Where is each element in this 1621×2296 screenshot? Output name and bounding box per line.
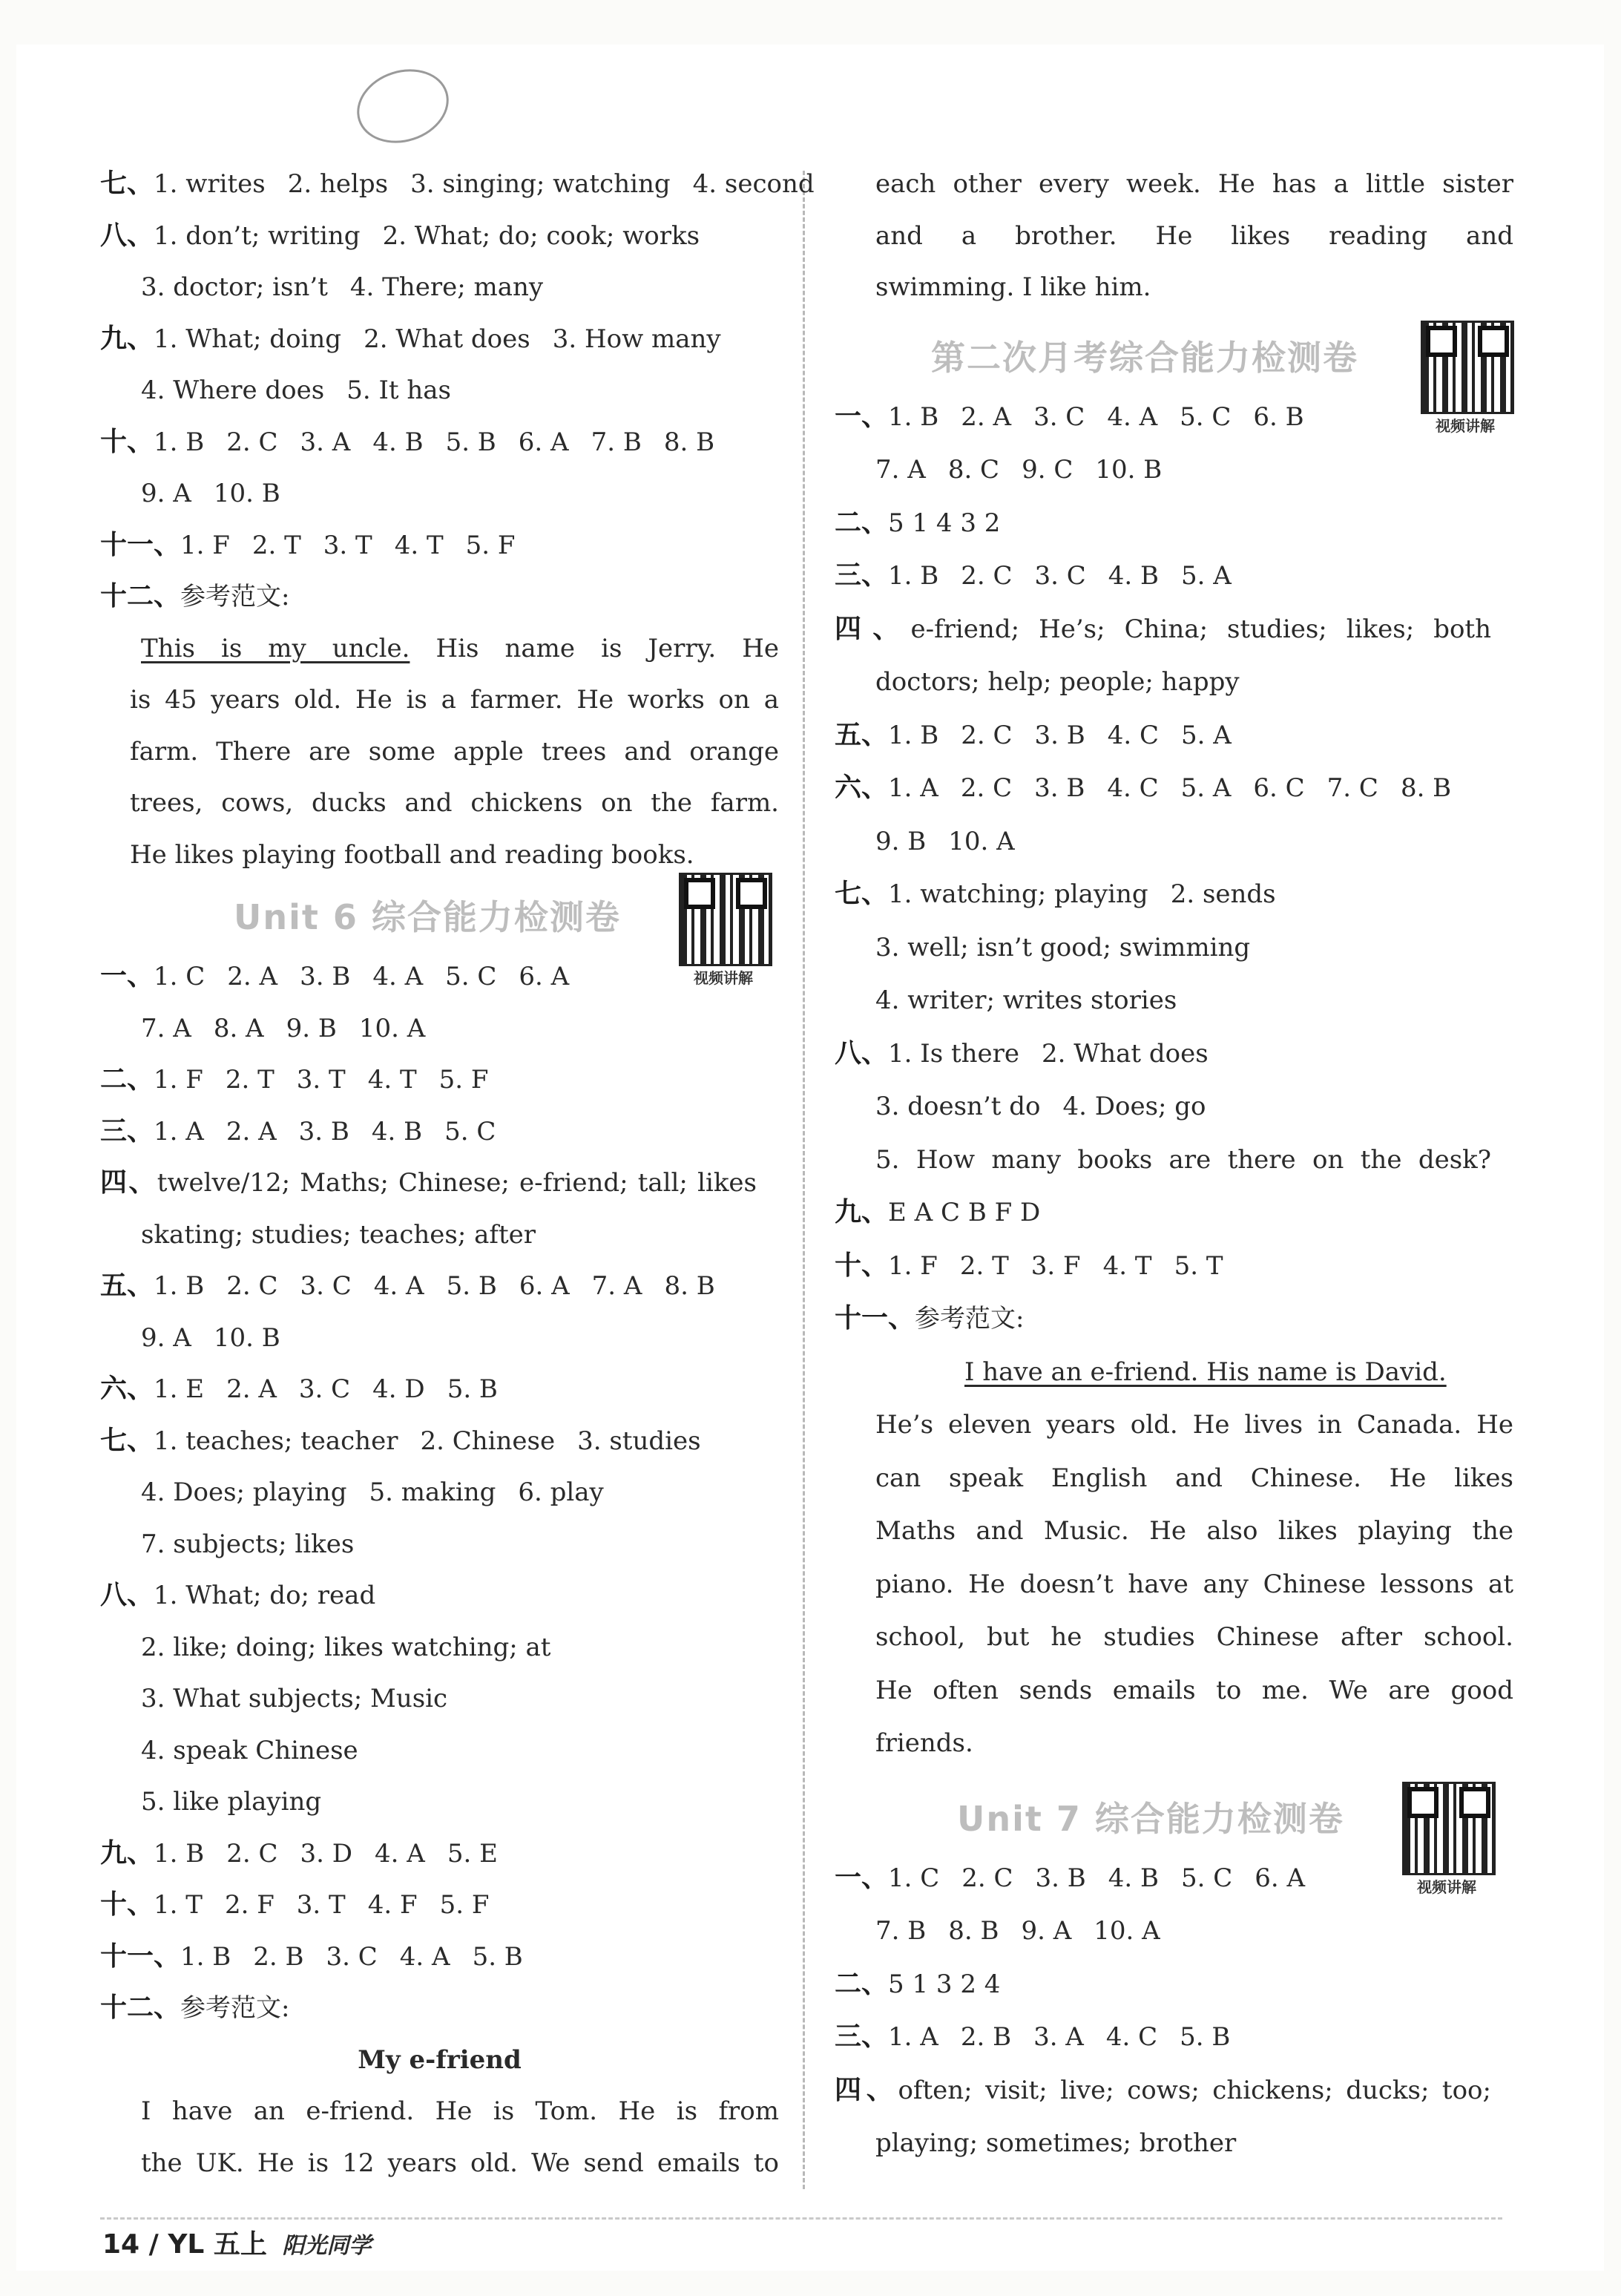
question-section-label: 十、: [100, 426, 154, 457]
answer-item: 2. F: [224, 1890, 274, 1920]
answer-line: [100, 1109, 779, 1154]
answer-item: 1. What; do; read: [154, 1581, 376, 1610]
answer-item: 6. B: [1253, 401, 1304, 432]
question-section-label: 一、: [835, 1862, 889, 1893]
answer-item: 4. T: [367, 1065, 417, 1095]
essay-line: can speak English and Chinese. He likes: [875, 1463, 1513, 1493]
essay-line: swimming. I like him.: [875, 272, 1151, 302]
answer-item: 4. C: [1107, 720, 1160, 750]
essay-line: piano. He doesn’t have any Chinese lessons at: [875, 1569, 1513, 1599]
answer-line: [835, 447, 1513, 492]
question-section-label: 十、: [100, 1889, 154, 1920]
answer-item: 9. A: [1021, 1916, 1072, 1946]
answer-item: 2. C: [226, 1271, 278, 1301]
answer-item: 6. play: [518, 1477, 604, 1507]
section-title-exam2: 第二次月考综合能力检测卷: [931, 337, 1358, 378]
answer-line: [835, 1190, 1513, 1235]
answer-line: [100, 162, 815, 206]
question-section-label: 三、: [100, 1115, 154, 1147]
answer-item: 4. B: [1108, 1863, 1160, 1893]
answer-line: [100, 954, 779, 999]
answer-line: [100, 1470, 779, 1515]
answer-item: 2. helps: [287, 169, 389, 199]
answer-item: 7. A: [141, 1013, 191, 1043]
answer-line: [100, 1831, 779, 1876]
answer-line: [835, 1909, 1513, 1953]
answer-line: [835, 872, 1513, 916]
question-section-label: 三、: [835, 2021, 889, 2052]
question-section-label: 八、: [100, 220, 154, 251]
question-section-label: 二、: [100, 1064, 154, 1095]
answer-item: 3. C: [298, 1374, 351, 1404]
essay-line: He often sends emails to me. We are good: [875, 1675, 1513, 1705]
section-title-unit6: Unit 6 综合能力检测卷: [234, 897, 621, 937]
answer-line: [835, 607, 1513, 652]
answer-item: 7. B: [875, 1916, 927, 1946]
answer-line: [835, 1031, 1513, 1076]
essay-line: farm. There are some apple trees and orange: [130, 736, 779, 767]
answer-item: 6. A: [1255, 1863, 1306, 1893]
answer-item: 7. C: [1326, 773, 1378, 803]
answer-line: [835, 1962, 1513, 2007]
answer-item: 4. C: [1105, 2022, 1158, 2052]
answer-line: [100, 1986, 779, 2030]
answer-item: 1. B: [154, 1271, 205, 1301]
answer-item: 1. B: [154, 427, 205, 457]
answer-item: 3. F: [1030, 1250, 1081, 1281]
answer-item: 4. A: [1107, 401, 1158, 432]
question-section-label: 九、: [100, 323, 154, 354]
question-section-label: 八、: [835, 1037, 889, 1069]
answer-item: 7. B: [591, 427, 642, 457]
answer-item: 1. don’t; writing: [154, 220, 361, 251]
answer-item: 3. T: [296, 1065, 346, 1095]
question-section-label: 七、: [835, 879, 889, 909]
answer-line: [100, 265, 779, 309]
answer-line: [100, 1780, 779, 1824]
answer-item: 3. C: [1034, 561, 1086, 591]
answer-item: 4. B: [1108, 561, 1160, 591]
answer-item: 1. B: [888, 401, 939, 432]
question-section-label: 五、: [100, 1270, 154, 1301]
answer-item: 2. C: [226, 1838, 278, 1869]
answer-item: 1. B: [888, 561, 939, 591]
answer-item: 4. A: [399, 1941, 450, 1972]
answer-item: 4. T: [1102, 1250, 1152, 1281]
answer-line: [100, 368, 779, 413]
answer-item: 5. B: [445, 427, 496, 457]
answer-item: 4. F: [367, 1890, 418, 1920]
answer-item: 2. What does: [1042, 1038, 1209, 1069]
essay-line: and a brother. He likes reading and: [875, 220, 1513, 251]
answer-line: [835, 1244, 1513, 1288]
answer-item: 3. T: [296, 1890, 346, 1920]
answer-item: 3. B: [1034, 773, 1085, 803]
answer-item: 3. B: [1035, 1863, 1086, 1893]
question-section-label: 四、: [100, 1167, 157, 1198]
answer-line: [835, 501, 1513, 545]
answer-item: 4. writer; writes stories: [875, 985, 1177, 1015]
answer-item: 3. C: [326, 1941, 378, 1972]
answer-line: [100, 1625, 779, 1670]
answer-line: [835, 395, 1513, 439]
answer-item: 9. B: [286, 1013, 337, 1043]
answer-line: [100, 1522, 779, 1567]
answer-item: 4. second: [692, 169, 815, 199]
answer-item: 10. A: [358, 1013, 426, 1043]
answer-item: 7. A: [591, 1271, 642, 1301]
answer-item: skating; studies; teaches; after: [141, 1219, 536, 1250]
answer-line: [835, 660, 1513, 704]
answer-item: 1. F: [154, 1065, 203, 1095]
answer-item: 4. A: [373, 1271, 424, 1301]
answer-item: 7. subjects; likes: [141, 1529, 355, 1559]
essay-line: trees, cows, ducks and chickens on the farm.: [130, 788, 779, 818]
answer-item: 8. A: [213, 1013, 264, 1043]
qr-code-icon[interactable]: [679, 873, 772, 966]
question-section-label: 十二、: [100, 581, 181, 611]
page-footer: 14 / YL 五上 阳光同学: [102, 2229, 372, 2260]
answer-line: [835, 2015, 1513, 2059]
answer-item: 9. A: [141, 479, 191, 508]
answer-item: 1. C: [154, 962, 205, 991]
answer-item: 8. B: [664, 1271, 715, 1301]
answer-line: [100, 1057, 779, 1102]
question-section-label: 六、: [835, 773, 889, 803]
answer-item: 3. doctor; isn’t: [141, 272, 328, 302]
answer-item: 1. F: [888, 1250, 938, 1281]
answer-item: 10. B: [213, 479, 280, 508]
answer-item: 10. B: [1095, 455, 1163, 485]
answer-item: 1. B: [888, 720, 939, 750]
question-section-label: 十一、: [100, 529, 181, 560]
question-section-label: 二、: [835, 1968, 889, 1999]
essay-line: the UK. He is 12 years old. We send emails to: [141, 2148, 779, 2178]
question-section-label: 九、: [835, 1197, 889, 1227]
answer-item: often; visit; live; cows; chickens; ducks; too;: [898, 2075, 1491, 2105]
answer-item: 3. A: [1033, 2022, 1084, 2052]
essay-line: Maths and Music. He also likes playing the: [875, 1516, 1513, 1546]
question-section-label: 一、: [100, 961, 154, 991]
answer-item: E A C B F D: [888, 1198, 1041, 1227]
answer-line: [100, 1213, 779, 1257]
answer-item: 2. sends: [1170, 879, 1276, 909]
answer-item: 4. There; many: [349, 272, 544, 302]
answer-line: [835, 978, 1513, 1023]
answer-item: 2. C: [961, 720, 1013, 750]
answer-item: 3. B: [298, 1116, 349, 1147]
answer-item: 2. A: [961, 401, 1012, 432]
answer-line: [100, 1573, 779, 1618]
answer-line: [835, 766, 1513, 810]
answer-item: 3. T: [323, 530, 372, 560]
answer-item: 5. B: [447, 1374, 498, 1404]
answer-item: 4. speak Chinese: [141, 1735, 358, 1765]
question-section-label: 三、: [835, 560, 889, 591]
question-section-label: 六、: [100, 1374, 154, 1404]
answer-item: 2. B: [960, 2022, 1012, 2052]
question-section-label: 八、: [100, 1580, 154, 1610]
question-section-label: 九、: [100, 1837, 154, 1869]
answer-item: 5. A: [1181, 720, 1232, 750]
answer-item: 5. It has: [346, 375, 451, 405]
answer-item: 9. C: [1022, 455, 1073, 485]
answer-line: [100, 523, 779, 568]
answer-item: 1. writes: [154, 169, 266, 199]
answer-item: 5. C: [444, 1116, 496, 1147]
answer-item: 2. C: [960, 773, 1013, 803]
answer-item: 3. well; isn’t good; swimming: [875, 932, 1251, 962]
answer-item: 4. Where does: [141, 375, 325, 405]
answer-item: 5. A: [1181, 561, 1232, 591]
answer-item: 1. F: [180, 530, 230, 560]
answer-item: 4. T: [394, 530, 444, 560]
answer-item: 4. A: [372, 962, 424, 991]
answer-item: e-friend; He’s; China; studies; likes; both: [910, 614, 1491, 644]
answer-item: 7. A: [875, 455, 926, 485]
essay-underlined-sentence: I have an e-friend. His name is David.: [964, 1357, 1447, 1387]
brand-name: 阳光同学: [282, 2233, 372, 2259]
page-number: 14: [102, 2229, 140, 2260]
answer-item: 2. C: [226, 427, 278, 457]
question-section-label: 四、: [835, 2074, 898, 2105]
question-section-label: 七、: [100, 1425, 154, 1456]
answer-item: playing; sometimes; brother: [875, 2128, 1237, 2158]
answer-item: 1. T: [154, 1890, 203, 1920]
answer-item: 8. C: [947, 455, 1000, 485]
essay-line-rest: His name is Jerry. He: [410, 633, 779, 663]
answer-item: 10. A: [948, 826, 1015, 856]
answer-line: [100, 1161, 779, 1205]
essay-line: He’s eleven years old. He lives in Canada. He: [875, 1410, 1513, 1440]
essay-line: He likes playing football and reading books.: [130, 839, 694, 870]
answer-item: 5. F: [438, 1065, 489, 1095]
answer-item: 3. A: [300, 427, 351, 457]
answer-item: 2. C: [961, 561, 1013, 591]
answer-item: 参考范文:: [180, 1993, 290, 2023]
answer-item: 1. E: [154, 1374, 205, 1404]
answer-item: 3. C: [300, 1271, 352, 1301]
answer-item: 参考范文:: [915, 1304, 1025, 1334]
answer-item: 5. C: [1180, 401, 1232, 432]
column-divider: [803, 171, 805, 2189]
answer-item: 1. C: [888, 1863, 940, 1893]
answer-item: 5. F: [439, 1890, 490, 1920]
answer-line: [100, 1006, 779, 1051]
answer-item: 8. B: [663, 427, 715, 457]
answer-item: 4. Does; playing: [141, 1477, 347, 1507]
qr-caption: 视频讲解: [1417, 1877, 1476, 1896]
answer-item: 2. A: [226, 1116, 277, 1147]
answer-item: 4. B: [372, 427, 424, 457]
answer-item: 5. B: [446, 1271, 497, 1301]
answer-item: 5. making: [369, 1477, 496, 1507]
qr-caption: 视频讲解: [1436, 416, 1495, 435]
answer-item: 3. B: [300, 962, 351, 991]
answer-item: 1. A: [888, 773, 938, 803]
answer-item: 5 1 3 2 4: [888, 1969, 1001, 1999]
answer-item: 5. like playing: [141, 1787, 322, 1817]
answer-item: 1. B: [180, 1941, 231, 1972]
answer-line: [100, 214, 779, 258]
answer-line: [835, 2121, 1513, 2165]
question-section-label: 四、: [835, 613, 911, 644]
essay-line: [100, 626, 779, 671]
answer-item: 9. A: [141, 1322, 191, 1353]
essay-underlined-sentence: This is my uncle.: [141, 633, 410, 663]
answer-item: 1. A: [154, 1116, 204, 1147]
answer-item: 5. C: [445, 962, 497, 991]
answer-item: 5. C: [1181, 1863, 1233, 1893]
answer-line: [835, 1856, 1513, 1900]
answer-item: 2. T: [225, 1065, 274, 1095]
answer-line: [835, 713, 1513, 758]
answer-item: 3. singing; watching: [410, 169, 671, 199]
answer-line: [100, 1676, 779, 1721]
answer-line: [100, 1935, 779, 1979]
answer-item: 8. B: [948, 1916, 999, 1946]
answer-line: [835, 554, 1513, 598]
answer-item: 6. C: [1253, 773, 1305, 803]
answer-line: [100, 1316, 779, 1360]
answer-item: 1. What; doing: [154, 324, 342, 354]
answer-line: [100, 1367, 779, 1411]
answer-item: 9. B: [875, 826, 927, 856]
answer-item: 3. B: [1034, 720, 1085, 750]
essay-line: friends.: [875, 1728, 973, 1758]
answer-item: 2. B: [253, 1941, 304, 1972]
answer-line: [835, 925, 1513, 970]
essay-line: is 45 years old. He is a farmer. He works on a: [130, 685, 779, 715]
essay-line: school, but he studies Chinese after school.: [875, 1622, 1513, 1652]
answer-line: [100, 1883, 779, 1927]
answer-item: twelve/12; Maths; Chinese; e-friend; tall; likes: [157, 1168, 757, 1198]
answer-item: 1. B: [154, 1838, 205, 1869]
answer-item: 10. A: [1094, 1916, 1160, 1946]
answer-item: 2. What; do; cook; works: [382, 220, 700, 251]
answer-item: doctors; help; people; happy: [875, 667, 1240, 697]
answer-item: 2. Chinese: [420, 1426, 556, 1456]
question-section-label: 七、: [100, 168, 154, 199]
answer-line: [835, 819, 1513, 864]
question-section-label: 五、: [835, 719, 889, 750]
question-section-label: 十一、: [100, 1941, 181, 1972]
answer-item: 5. How many books are there on the desk?: [875, 1144, 1491, 1175]
answer-line: [835, 2068, 1513, 2113]
answer-item: 6. A: [518, 427, 569, 457]
answer-line: [100, 471, 779, 516]
answer-item: 4. B: [371, 1116, 423, 1147]
essay-title: My e-friend: [358, 2044, 522, 2075]
answer-item: 2. C: [961, 1863, 1013, 1893]
answer-item: 2. A: [226, 1374, 277, 1404]
answer-item: 2. A: [227, 962, 278, 991]
answer-item: 3. D: [300, 1838, 353, 1869]
grade-label: 五上: [213, 2229, 267, 2260]
answer-item: 3. How many: [552, 324, 721, 354]
answer-item: 4. C: [1107, 773, 1159, 803]
answer-item: 4. D: [372, 1374, 425, 1404]
answer-item: 1. Is there: [888, 1038, 1020, 1069]
answer-item: 1. watching; playing: [888, 879, 1148, 909]
section-title-unit7: Unit 7 综合能力检测卷: [957, 1798, 1344, 1839]
answer-item: 3. What subjects; Music: [141, 1684, 448, 1713]
answer-item: 参考范文:: [180, 582, 290, 611]
answer-item: 4. A: [375, 1838, 425, 1869]
answer-line: [835, 1296, 1513, 1341]
qr-caption: 视频讲解: [694, 969, 753, 987]
essay-line: each other every week. He has a little sister: [875, 169, 1513, 199]
answer-item: 2. What does: [364, 324, 530, 354]
answer-item: 5. E: [447, 1838, 498, 1869]
answer-line: [835, 1138, 1513, 1182]
answer-item: 4. Does; go: [1062, 1092, 1206, 1121]
answer-line: [835, 1084, 1513, 1129]
question-section-label: 十二、: [100, 1992, 181, 2023]
essay-line: I have an e-friend. He is Tom. He is from: [141, 2096, 779, 2126]
footer-rule: [100, 2217, 1502, 2220]
answer-item: 2. T: [959, 1250, 1009, 1281]
answer-item: 3. C: [1033, 401, 1085, 432]
question-section-label: 十、: [835, 1250, 889, 1281]
answer-item: 2. T: [251, 530, 301, 560]
answer-item: 1. teaches; teacher: [154, 1426, 398, 1456]
answer-item: 5. B: [1180, 2022, 1231, 2052]
answer-item: 1. A: [888, 2022, 938, 2052]
answer-item: 5. A: [1180, 773, 1232, 803]
answer-item: 3. studies: [577, 1426, 701, 1456]
answer-item: 5. T: [1174, 1250, 1223, 1281]
question-section-label: 一、: [835, 401, 889, 432]
answer-line: [100, 317, 779, 361]
answer-line: [100, 420, 779, 465]
book-code: YL: [168, 2229, 205, 2260]
answer-item: 8. B: [1400, 773, 1452, 803]
answer-item: 5. F: [465, 530, 516, 560]
answer-line: [100, 1264, 779, 1308]
answer-item: 6. A: [519, 962, 570, 991]
answer-line: [100, 1419, 779, 1463]
answer-item: 3. doesn’t do: [875, 1092, 1041, 1121]
question-section-label: 二、: [835, 507, 889, 538]
answer-item: 10. B: [213, 1322, 280, 1353]
answer-item: 2. like; doing; likes watching; at: [141, 1632, 551, 1662]
answer-item: 5 1 4 3 2: [888, 508, 1001, 538]
answer-line: [100, 1728, 779, 1773]
answer-line: [100, 574, 779, 619]
question-section-label: 十一、: [835, 1303, 915, 1334]
answer-item: 6. A: [519, 1271, 570, 1301]
answer-item: 5. B: [472, 1941, 523, 1972]
